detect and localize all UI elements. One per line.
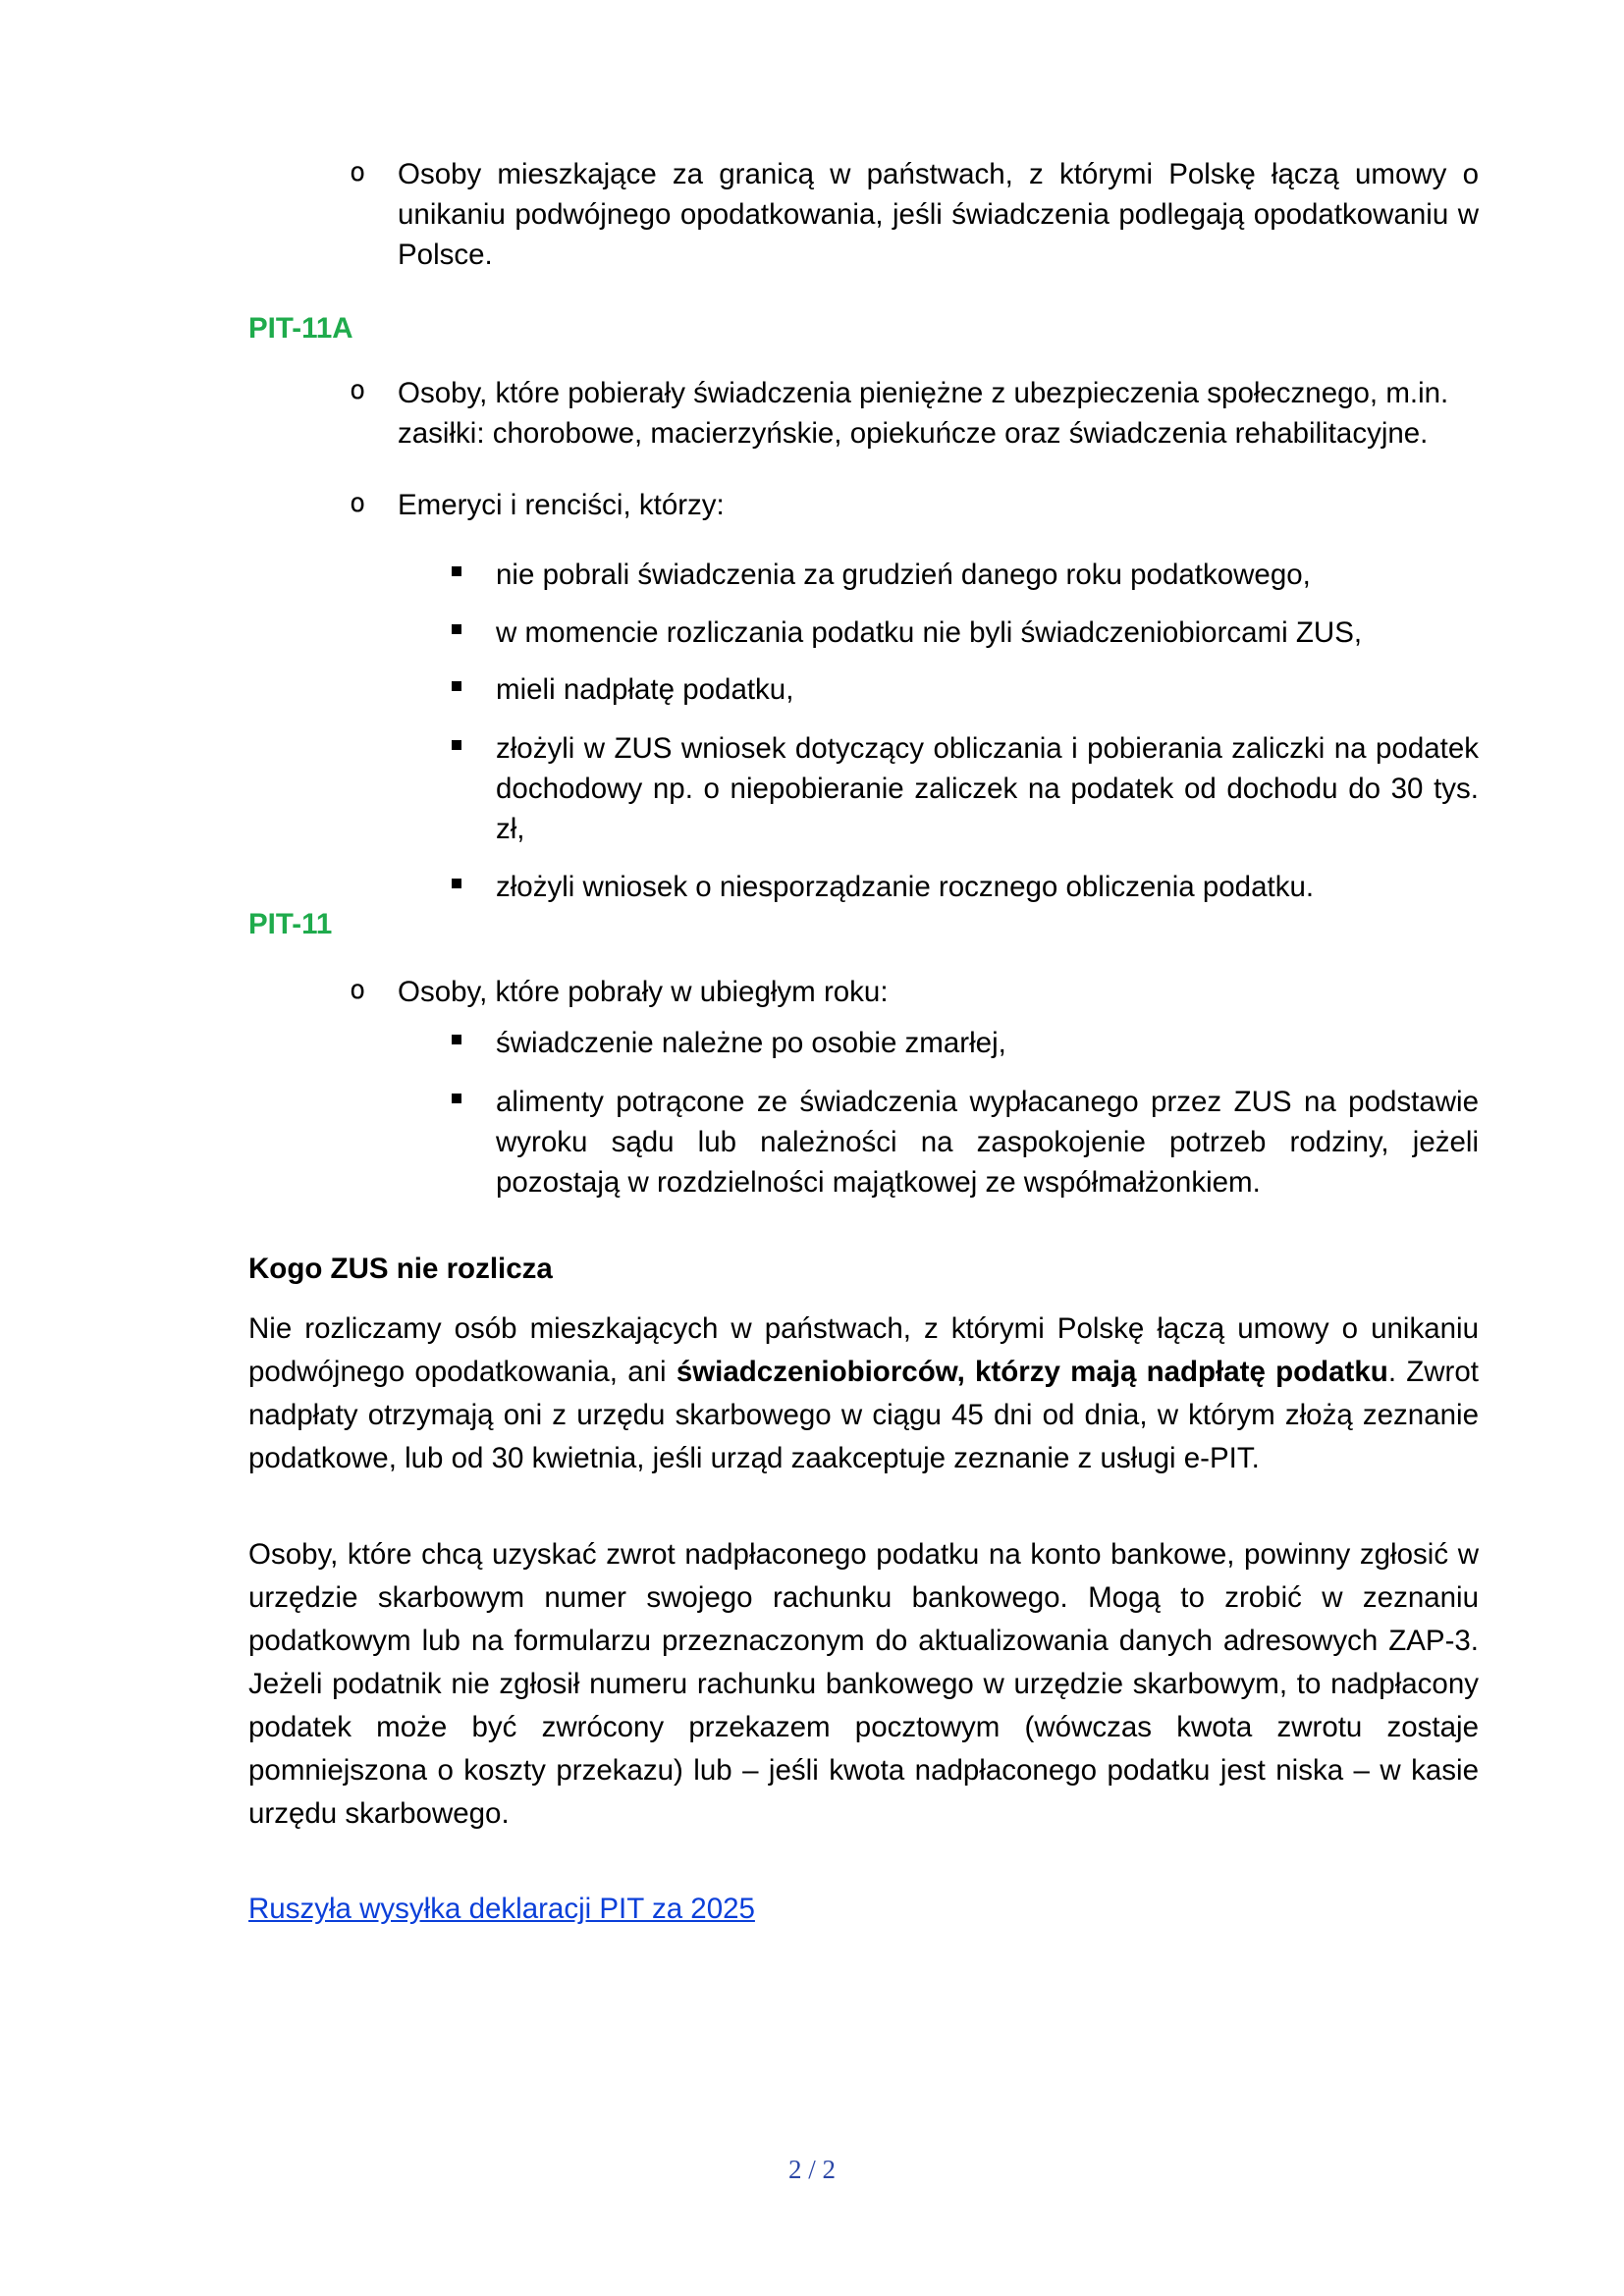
section-heading-zus: Kogo ZUS nie rozlicza [248, 1253, 553, 1285]
square-bullet-icon [452, 566, 461, 576]
section-heading-pit11a: PIT-11A [248, 312, 353, 345]
square-bullet-icon [452, 681, 461, 691]
list-bullet-o: o [350, 488, 366, 518]
sub-list-item: w momencie rozliczania podatku nie byli świadczeniobiorcami ZUS, [496, 616, 1363, 649]
list-bullet-o: o [350, 375, 366, 405]
section-heading-pit11: PIT-11 [248, 908, 333, 940]
square-bullet-icon [452, 624, 461, 634]
pit-declarations-link[interactable]: Ruszyła wysyłka deklaracji PIT za 2025 [248, 1893, 755, 1925]
square-bullet-icon [452, 879, 461, 888]
link-container [248, 1893, 755, 1926]
list-item: Osoby, które pobrały w ubiegłym roku: [398, 976, 889, 1008]
page-number: 2 / 2 [787, 2155, 836, 2184]
sub-list-item: złożyli wniosek o niesporządzanie rocznego obliczenia podatku. [496, 871, 1315, 903]
list-bullet-o: o [350, 157, 366, 187]
sub-list-item: mieli nadpłatę podatku, [496, 673, 794, 706]
list-item: Emeryci i renciści, którzy: [398, 489, 725, 521]
paragraph-text: Nie rozliczamy osób mieszkających w państwach, z którymi Polskę łączą umowy o unikaniu podwójnego opodatkowania, ani [248, 1312, 1479, 1388]
paragraph-bold-text: świadczeniobiorców, którzy mają nadpłatę podatku [676, 1356, 1388, 1388]
square-bullet-icon [452, 1094, 461, 1103]
square-bullet-icon [452, 1035, 461, 1044]
paragraph [248, 1308, 1479, 1480]
sub-list-item: świadczenie należne po osobie zmarłej, [496, 1027, 1006, 1059]
paragraph: Osoby, które chcą uzyskać zwrot nadpłaconego podatku na konto bankowe, powinny zgłosić w urzędzie skarbowym numer swojego rachunku bankowego. Mogą to zrobić w zeznaniu podatkowym lub na formularzu przeznaczonym do aktualizowania danych adresowych ZAP-3. Jeżeli podatnik nie zgłosił numeru rachunku bankowego w urzędzie skarbowym, to nadpłacony podatek może być zwrócony przekazem pocztowym (wówczas kwota zwrotu zostaje pomniejszona o koszty przekazu) lub – jeśli kwota nadpłaconego podatku jest niska – w kasie urzędu skarbowego. [248, 1538, 1479, 1830]
list-bullet-o: o [350, 975, 366, 1005]
square-bullet-icon [452, 740, 461, 750]
sub-list-item: nie pobrali świadczenia za grudzień danego roku podatkowego, [496, 559, 1311, 591]
list-item: Osoby, które pobierały świadczenia pieniężne z ubezpieczenia społecznego, m.in. zasiłki: chorobowe, macierzyńskie, opiekuńcze oraz świadczenia rehabilitacyjne. [398, 377, 1449, 450]
list-item: Osoby mieszkające za granicą w państwach, z którymi Polskę łączą umowy o unikaniu podwójnego opodatkowania, jeśli świadczenia podlegają opodatkowaniu w Polsce. [398, 158, 1479, 271]
sub-list-item: złożyli w ZUS wniosek dotyczący obliczania i pobierania zaliczki na podatek dochodowy np. o niepobieranie zaliczek na podatek od dochodu do 30 tys. zł, [496, 732, 1479, 845]
sub-list-item: alimenty potrącone ze świadczenia wypłacanego przez ZUS na podstawie wyroku sądu lub należności na zaspokojenie potrzeb rodziny, jeżeli pozostają w rozdzielności majątkowej ze współmałżonkiem. [496, 1086, 1479, 1199]
paragraph-text: . Zwrot nadpłaty otrzymają oni z urzędu skarbowego w ciągu 45 dni od dnia, w którym złożą zeznanie podatkowe, lub od 30 kwietnia, jeśli urząd zaakceptuje zeznanie z usługi e-PIT. [248, 1356, 1479, 1474]
